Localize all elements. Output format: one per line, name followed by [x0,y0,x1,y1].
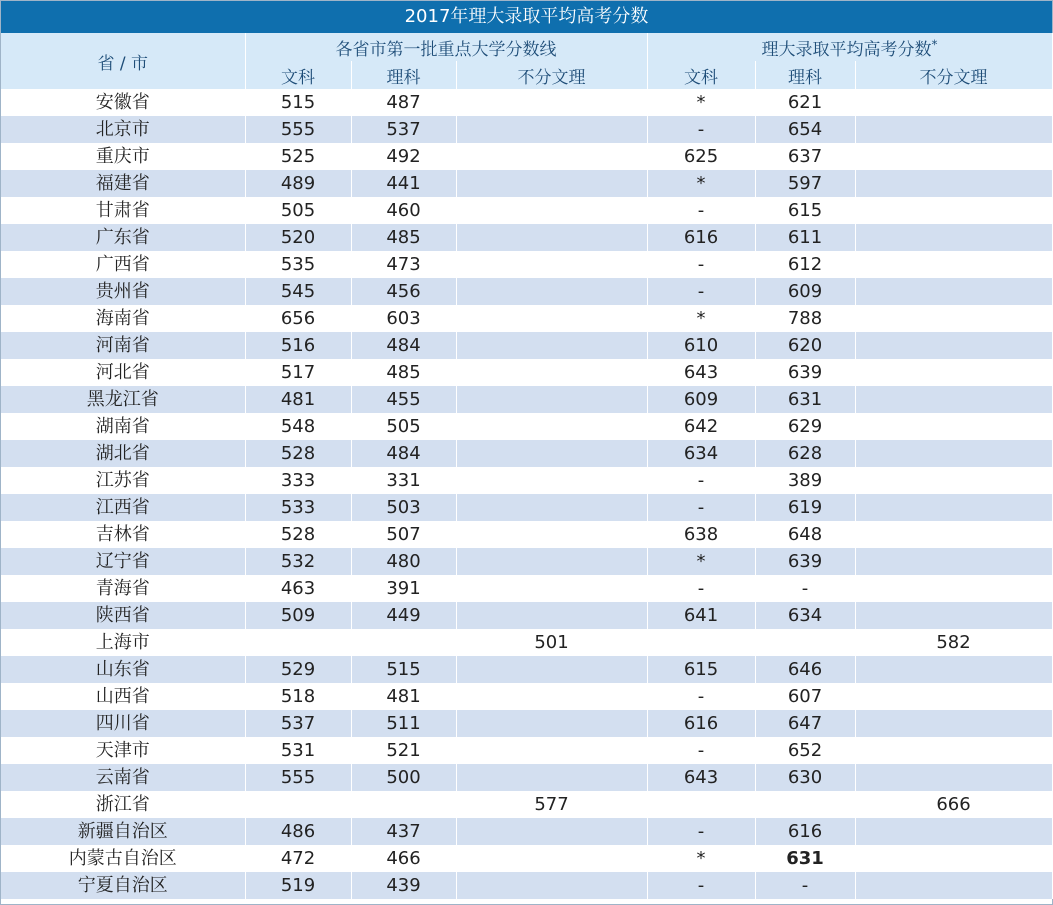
average-science-cell: 630 [755,764,855,791]
average-combined-cell [855,386,1052,413]
average-science-cell [755,629,855,656]
average-combined-cell [855,143,1052,170]
cutoff-combined-cell [456,386,647,413]
table-row [1,818,1052,845]
average-science-cell: 619 [755,494,855,521]
cutoff-arts-cell: 529 [245,656,351,683]
cutoff-science-cell: 485 [351,359,456,386]
cutoff-arts-cell: 656 [245,305,351,332]
province-cell: 浙江省 [1,791,245,818]
average-science-cell: 634 [755,602,855,629]
province-cell: 广东省 [1,224,245,251]
average-science-cell: - [755,575,855,602]
cutoff-arts-cell: 463 [245,575,351,602]
cutoff-science-cell [351,791,456,818]
average-science-cell: 620 [755,332,855,359]
average-arts-cell: - [647,683,755,710]
cutoff-science-cell: 331 [351,467,456,494]
average-science-cell: 611 [755,224,855,251]
table-row [1,764,1052,791]
cutoff-combined-cell [456,332,647,359]
average-science-cell: 616 [755,818,855,845]
cutoff-combined-cell [456,359,647,386]
cutoff-science-cell: 437 [351,818,456,845]
table-row [1,251,1052,278]
table-row [1,575,1052,602]
average-science-cell: 639 [755,548,855,575]
cutoff-combined-cell [456,440,647,467]
average-arts-cell: - [647,575,755,602]
average-arts-cell: * [647,89,755,116]
average-combined-cell [855,440,1052,467]
cutoff-science-cell: 480 [351,548,456,575]
cutoff-combined-cell [456,494,647,521]
cutoff-arts-cell: 517 [245,359,351,386]
average-science-cell: 597 [755,170,855,197]
average-arts-cell: 642 [647,413,755,440]
cutoff-science-cell: 500 [351,764,456,791]
cutoff-combined-cell [456,251,647,278]
average-arts-cell: 625 [647,143,755,170]
cutoff-arts-cell: 520 [245,224,351,251]
footnote-mark: * [931,36,938,51]
province-cell: 重庆市 [1,143,245,170]
table-body [1,89,1052,899]
cutoff-arts-cell: 532 [245,548,351,575]
cutoff-combined-cell: 577 [456,791,647,818]
table-row [1,521,1052,548]
cutoff-combined-cell [456,413,647,440]
average-science-cell: 631 [755,386,855,413]
cutoff-science-cell: 492 [351,143,456,170]
province-cell: 陕西省 [1,602,245,629]
header-sub-arts-2: 文科 [647,61,755,89]
average-science-cell: 609 [755,278,855,305]
cutoff-science-cell: 481 [351,683,456,710]
average-combined-cell [855,845,1052,872]
average-science-cell: 389 [755,467,855,494]
province-cell: 广西省 [1,251,245,278]
average-combined-cell [855,737,1052,764]
cutoff-arts-cell: 535 [245,251,351,278]
average-science-cell: 654 [755,116,855,143]
average-arts-cell: 638 [647,521,755,548]
average-arts-cell: 616 [647,224,755,251]
average-science-cell: 628 [755,440,855,467]
average-science-cell: 612 [755,251,855,278]
province-cell: 辽宁省 [1,548,245,575]
cutoff-science-cell: 441 [351,170,456,197]
cutoff-combined-cell [456,224,647,251]
cutoff-arts-cell: 519 [245,872,351,899]
province-cell: 湖北省 [1,440,245,467]
average-science-cell: 637 [755,143,855,170]
average-arts-cell: 616 [647,710,755,737]
table-row [1,305,1052,332]
header-sub-science-2: 理科 [755,61,855,89]
cutoff-combined-cell [456,89,647,116]
cutoff-science-cell: 484 [351,440,456,467]
province-cell: 新疆自治区 [1,818,245,845]
cutoff-arts-cell: 537 [245,710,351,737]
header-sub-combined-1: 不分文理 [456,61,647,89]
cutoff-science-cell: 537 [351,116,456,143]
cutoff-combined-cell [456,278,647,305]
cutoff-science-cell: 503 [351,494,456,521]
province-cell: 河南省 [1,332,245,359]
cutoff-arts-cell: 555 [245,764,351,791]
average-combined-cell [855,413,1052,440]
cutoff-science-cell: 521 [351,737,456,764]
table-row [1,629,1052,656]
cutoff-science-cell: 484 [351,332,456,359]
header-group-average [647,33,1052,61]
average-combined-cell [855,548,1052,575]
average-arts-cell: - [647,278,755,305]
average-arts-cell: 609 [647,386,755,413]
cutoff-arts-cell: 545 [245,278,351,305]
cutoff-combined-cell [456,197,647,224]
header-group-cutoff: 各省市第一批重点大学分数线 [245,33,647,61]
average-combined-cell: 666 [855,791,1052,818]
average-combined-cell [855,224,1052,251]
province-cell: 青海省 [1,575,245,602]
cutoff-combined-cell [456,683,647,710]
average-combined-cell [855,575,1052,602]
average-science-cell: 652 [755,737,855,764]
cutoff-combined-cell [456,521,647,548]
average-arts-cell [647,629,755,656]
cutoff-science-cell: 485 [351,224,456,251]
cutoff-arts-cell: 555 [245,116,351,143]
average-science-cell: 631 [755,845,855,872]
average-arts-cell: 615 [647,656,755,683]
table-row [1,197,1052,224]
table-row [1,791,1052,818]
average-science-cell [755,791,855,818]
province-cell: 甘肃省 [1,197,245,224]
province-cell: 山东省 [1,656,245,683]
table-row [1,359,1052,386]
province-cell: 海南省 [1,305,245,332]
header-province: 省 / 市 [1,33,245,89]
table-title: 2017年理大录取平均高考分数 [1,1,1052,33]
province-cell: 上海市 [1,629,245,656]
cutoff-combined-cell [456,305,647,332]
average-science-cell: 607 [755,683,855,710]
average-arts-cell: * [647,305,755,332]
province-cell: 湖南省 [1,413,245,440]
table-row [1,440,1052,467]
average-science-cell: 647 [755,710,855,737]
average-science-cell: 629 [755,413,855,440]
average-combined-cell [855,305,1052,332]
cutoff-arts-cell: 486 [245,818,351,845]
header-sub-combined-2: 不分文理 [855,61,1052,89]
cutoff-combined-cell: 501 [456,629,647,656]
table-row [1,548,1052,575]
province-cell: 内蒙古自治区 [1,845,245,872]
header-sub-science-1: 理科 [351,61,456,89]
cutoff-science-cell: 487 [351,89,456,116]
average-combined-cell: 582 [855,629,1052,656]
average-combined-cell [855,251,1052,278]
cutoff-science-cell: 449 [351,602,456,629]
cutoff-science-cell: 473 [351,251,456,278]
cutoff-arts-cell: 489 [245,170,351,197]
average-arts-cell: 610 [647,332,755,359]
province-cell: 江苏省 [1,467,245,494]
average-combined-cell [855,494,1052,521]
average-combined-cell [855,764,1052,791]
table-row [1,332,1052,359]
average-arts-cell [647,791,755,818]
table-row [1,710,1052,737]
cutoff-combined-cell [456,143,647,170]
cutoff-science-cell: 460 [351,197,456,224]
cutoff-combined-cell [456,575,647,602]
cutoff-science-cell: 391 [351,575,456,602]
table-row [1,170,1052,197]
header-sub-arts-1: 文科 [245,61,351,89]
cutoff-arts-cell: 528 [245,521,351,548]
average-combined-cell [855,197,1052,224]
cutoff-combined-cell [456,116,647,143]
table-row [1,656,1052,683]
province-cell: 北京市 [1,116,245,143]
average-arts-cell: - [647,467,755,494]
average-arts-cell: 643 [647,764,755,791]
province-cell: 山西省 [1,683,245,710]
table-row [1,467,1052,494]
cutoff-science-cell: 456 [351,278,456,305]
cutoff-arts-cell: 528 [245,440,351,467]
average-arts-cell: - [647,818,755,845]
average-science-cell: 621 [755,89,855,116]
average-science-cell: 648 [755,521,855,548]
average-science-cell: 615 [755,197,855,224]
table-row [1,413,1052,440]
cutoff-combined-cell [456,737,647,764]
cutoff-arts-cell: 509 [245,602,351,629]
average-combined-cell [855,170,1052,197]
average-combined-cell [855,818,1052,845]
table-row [1,278,1052,305]
cutoff-arts-cell: 548 [245,413,351,440]
province-cell: 贵州省 [1,278,245,305]
average-science-cell: - [755,872,855,899]
province-cell: 吉林省 [1,521,245,548]
province-cell: 云南省 [1,764,245,791]
cutoff-arts-cell: 515 [245,89,351,116]
header-group-average-label: 理大录取平均高考分数 [761,39,932,60]
average-combined-cell [855,278,1052,305]
average-arts-cell: 641 [647,602,755,629]
cutoff-arts-cell: 531 [245,737,351,764]
cutoff-arts-cell: 518 [245,683,351,710]
cutoff-combined-cell [456,656,647,683]
province-cell: 江西省 [1,494,245,521]
cutoff-arts-cell [245,629,351,656]
average-combined-cell [855,359,1052,386]
cutoff-science-cell: 505 [351,413,456,440]
province-cell: 宁夏自治区 [1,872,245,899]
cutoff-arts-cell: 505 [245,197,351,224]
average-arts-cell: 634 [647,440,755,467]
cutoff-arts-cell: 533 [245,494,351,521]
cutoff-arts-cell: 472 [245,845,351,872]
cutoff-science-cell: 511 [351,710,456,737]
cutoff-combined-cell [456,845,647,872]
province-cell: 天津市 [1,737,245,764]
cutoff-arts-cell: 333 [245,467,351,494]
average-arts-cell: - [647,737,755,764]
province-cell: 四川省 [1,710,245,737]
cutoff-science-cell: 603 [351,305,456,332]
cutoff-science-cell: 455 [351,386,456,413]
average-arts-cell: - [647,494,755,521]
average-combined-cell [855,656,1052,683]
cutoff-combined-cell [456,818,647,845]
cutoff-arts-cell [245,791,351,818]
average-arts-cell: - [647,197,755,224]
score-table [1,33,1053,899]
average-combined-cell [855,521,1052,548]
cutoff-science-cell [351,629,456,656]
average-arts-cell: * [647,170,755,197]
cutoff-science-cell: 439 [351,872,456,899]
province-cell: 福建省 [1,170,245,197]
table-row [1,845,1052,872]
province-cell: 黑龙江省 [1,386,245,413]
table-row [1,494,1052,521]
cutoff-science-cell: 507 [351,521,456,548]
table-row [1,116,1052,143]
cutoff-science-cell: 466 [351,845,456,872]
average-combined-cell [855,89,1052,116]
average-combined-cell [855,602,1052,629]
table-row [1,683,1052,710]
table-row [1,224,1052,251]
table-row [1,602,1052,629]
cutoff-combined-cell [456,467,647,494]
average-arts-cell: - [647,251,755,278]
table-row [1,89,1052,116]
cutoff-combined-cell [456,548,647,575]
province-cell: 安徽省 [1,89,245,116]
cutoff-arts-cell: 516 [245,332,351,359]
cutoff-arts-cell: 525 [245,143,351,170]
average-combined-cell [855,332,1052,359]
province-cell: 河北省 [1,359,245,386]
cutoff-combined-cell [456,764,647,791]
average-science-cell: 639 [755,359,855,386]
cutoff-combined-cell [456,710,647,737]
average-arts-cell: 643 [647,359,755,386]
average-arts-cell: * [647,845,755,872]
cutoff-combined-cell [456,872,647,899]
cutoff-science-cell: 515 [351,656,456,683]
average-arts-cell: - [647,116,755,143]
average-combined-cell [855,467,1052,494]
table-row [1,143,1052,170]
average-combined-cell [855,683,1052,710]
cutoff-arts-cell: 481 [245,386,351,413]
average-science-cell: 788 [755,305,855,332]
table-row [1,737,1052,764]
average-combined-cell [855,116,1052,143]
table-row [1,386,1052,413]
average-combined-cell [855,872,1052,899]
cutoff-combined-cell [456,602,647,629]
average-combined-cell [855,710,1052,737]
average-science-cell: 646 [755,656,855,683]
average-arts-cell: * [647,548,755,575]
table-row [1,872,1052,899]
average-arts-cell: - [647,872,755,899]
cutoff-combined-cell [456,170,647,197]
